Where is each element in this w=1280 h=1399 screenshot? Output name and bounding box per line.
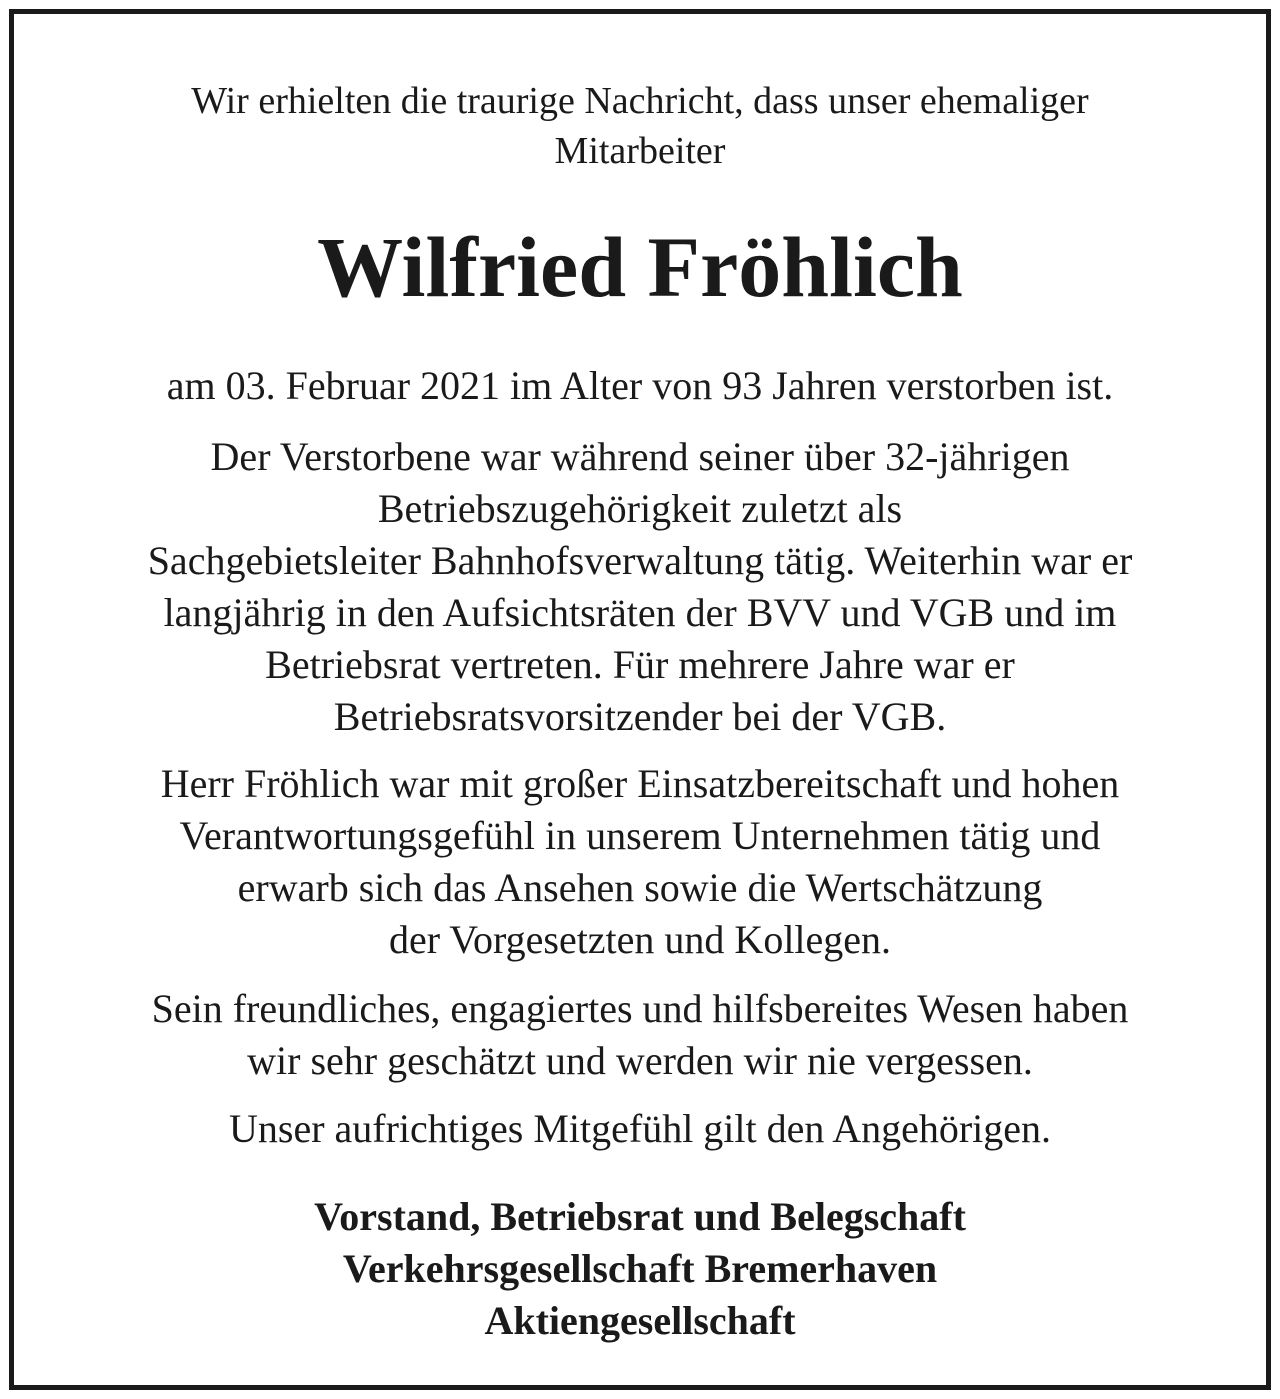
career-line: Betriebszugehörigkeit zuletzt als bbox=[377, 486, 903, 531]
character-line: Sein freundliches, engagiertes und hilfsbereites Wesen haben bbox=[151, 986, 1129, 1031]
death-note bbox=[74, 360, 1206, 412]
intro-text bbox=[14, 76, 1266, 176]
career-line: Betriebsratsvorsitzender bei der VGB. bbox=[333, 694, 947, 739]
engagement-line: erwarb sich das Ansehen sowie die Wertschätzung bbox=[237, 865, 1043, 910]
engagement-line: Herr Fröhlich war mit großer Einsatzbereitschaft und hohen bbox=[160, 761, 1120, 806]
engagement-paragraph bbox=[74, 758, 1206, 966]
career-line: Sachgebietsleiter Bahnhofsverwaltung tätig. Weiterhin war er bbox=[147, 538, 1133, 583]
obituary-notice bbox=[9, 9, 1271, 1390]
career-line: Betriebsrat vertreten. Für mehrere Jahre war er bbox=[265, 642, 1015, 687]
deceased-name: Wilfried Fröhlich bbox=[317, 219, 963, 315]
career-paragraph bbox=[74, 431, 1206, 743]
character-line: wir sehr geschätzt und werden wir nie vergessen. bbox=[247, 1038, 1033, 1083]
engagement-line: der Vorgesetzten und Kollegen. bbox=[388, 917, 892, 962]
signature-block bbox=[14, 1191, 1266, 1347]
career-line: langjährig in den Aufsichtsräten der BVV und VGB und im bbox=[163, 590, 1117, 635]
signature-line: Verkehrsgesellschaft Bremerhaven bbox=[342, 1246, 938, 1291]
signature-line: Aktiengesellschaft bbox=[484, 1298, 796, 1343]
death-note-line: am 03. Februar 2021 im Alter von 93 Jahren verstorben ist. bbox=[166, 363, 1114, 408]
intro-line: Wir erhielten die traurige Nachricht, dass unser ehemaliger bbox=[191, 80, 1089, 122]
career-line: Der Verstorbene war während seiner über 32-jährigen bbox=[210, 434, 1070, 479]
engagement-line: Verantwortungsgefühl in unserem Unternehmen tätig und bbox=[179, 813, 1101, 858]
condolence-paragraph bbox=[74, 1103, 1206, 1155]
signature-line: Vorstand, Betriebsrat und Belegschaft bbox=[314, 1194, 966, 1239]
condolence-line: Unser aufrichtiges Mitgefühl gilt den Angehörigen. bbox=[228, 1106, 1052, 1151]
intro-line: Mitarbeiter bbox=[554, 130, 726, 172]
character-paragraph bbox=[74, 983, 1206, 1087]
